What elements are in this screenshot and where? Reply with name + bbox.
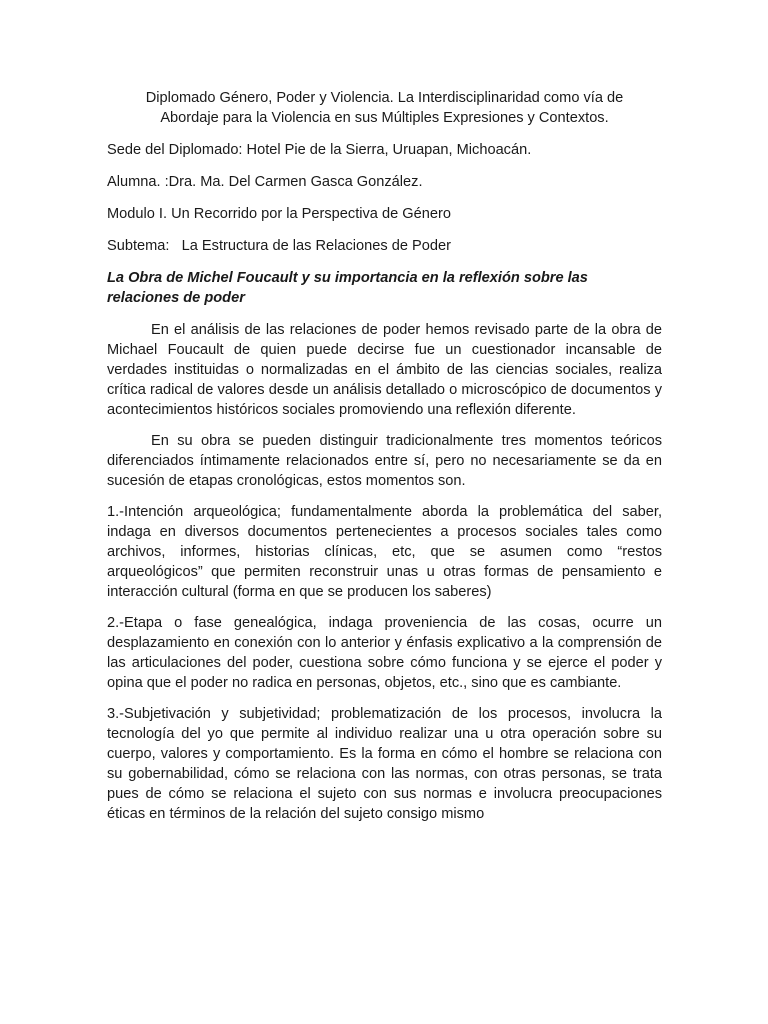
paragraph-arqueologica: 1.-Intención arqueológica; fundamentalmente aborda la problemática del saber, indaga en diversos documentos pertenecientes a procesos sociales tales como archivos, informes, historias clínicas, etc, que se asumen como “restos arqueológicos” que permiten reconstruir unas u otras formas de pensamiento e interacción cultural (forma en que se producen los saberes) (107, 504, 662, 600)
paragraph-genealogica: 2.-Etapa o fase genealógica, indaga proveniencia de las cosas, ocurre un desplazamiento en conexión con lo anterior y énfasis explicativo a la comprensión de las articulaciones del poder, cuestiona sobre cómo funciona y se ejerce el poder y opina que el poder no radica en personas, objetos, etc., sino que es cambiante. (107, 615, 662, 691)
document-title (107, 88, 662, 128)
title-line-2: Abordaje para la Violencia en sus Múltiples Expresiones y Contextos. (160, 110, 609, 126)
title-line-1: Diplomado Género, Poder y Violencia. La Interdisciplinaridad como vía de (145, 90, 624, 106)
subtema-line: Subtema: La Estructura de las Relaciones de Poder (107, 238, 451, 254)
section-heading: La Obra de Michel Foucault y su importancia en la reflexión sobre las relaciones de poder (107, 270, 588, 306)
paragraph-intro: En el análisis de las relaciones de poder hemos revisado parte de la obra de Michael Foucault de quien puede decirse fue un cuestionador incansable de verdades instituidas o normalizadas en el ámbito de las ciencias sociales, realiza crítica radical de valores desde un análisis detallado o microscópico de documentos y acontecimientos históricos sociales promoviendo una reflexión diferente. (107, 322, 662, 418)
paragraph-subjetivacion: 3.-Subjetivación y subjetividad; problematización de los procesos, involucra la tecnología del yo que permite al individuo realizar una u otra operación sobre su cuerpo, valores y comportamiento. Es la forma en cómo el hombre se relaciona con su gobernabilidad, cómo se relaciona con las normas, con otras personas, se trata pues de cómo se relaciona el sujeto con sus normas e involucra preocupaciones éticas en términos de la relación del sujeto consigo mismo (107, 706, 662, 822)
alumna-line: Alumna. :Dra. Ma. Del Carmen Gasca González. (107, 174, 423, 190)
paragraph-momentos: En su obra se pueden distinguir tradicionalmente tres momentos teóricos diferenciados íntimamente relacionados entre sí, pero no necesariamente se da en sucesión de etapas cronológicas, estos momentos son. (107, 433, 662, 489)
document-body (107, 88, 662, 835)
modulo-line: Modulo I. Un Recorrido por la Perspectiva de Género (107, 206, 451, 222)
sede-line: Sede del Diplomado: Hotel Pie de la Sierra, Uruapan, Michoacán. (107, 142, 532, 158)
